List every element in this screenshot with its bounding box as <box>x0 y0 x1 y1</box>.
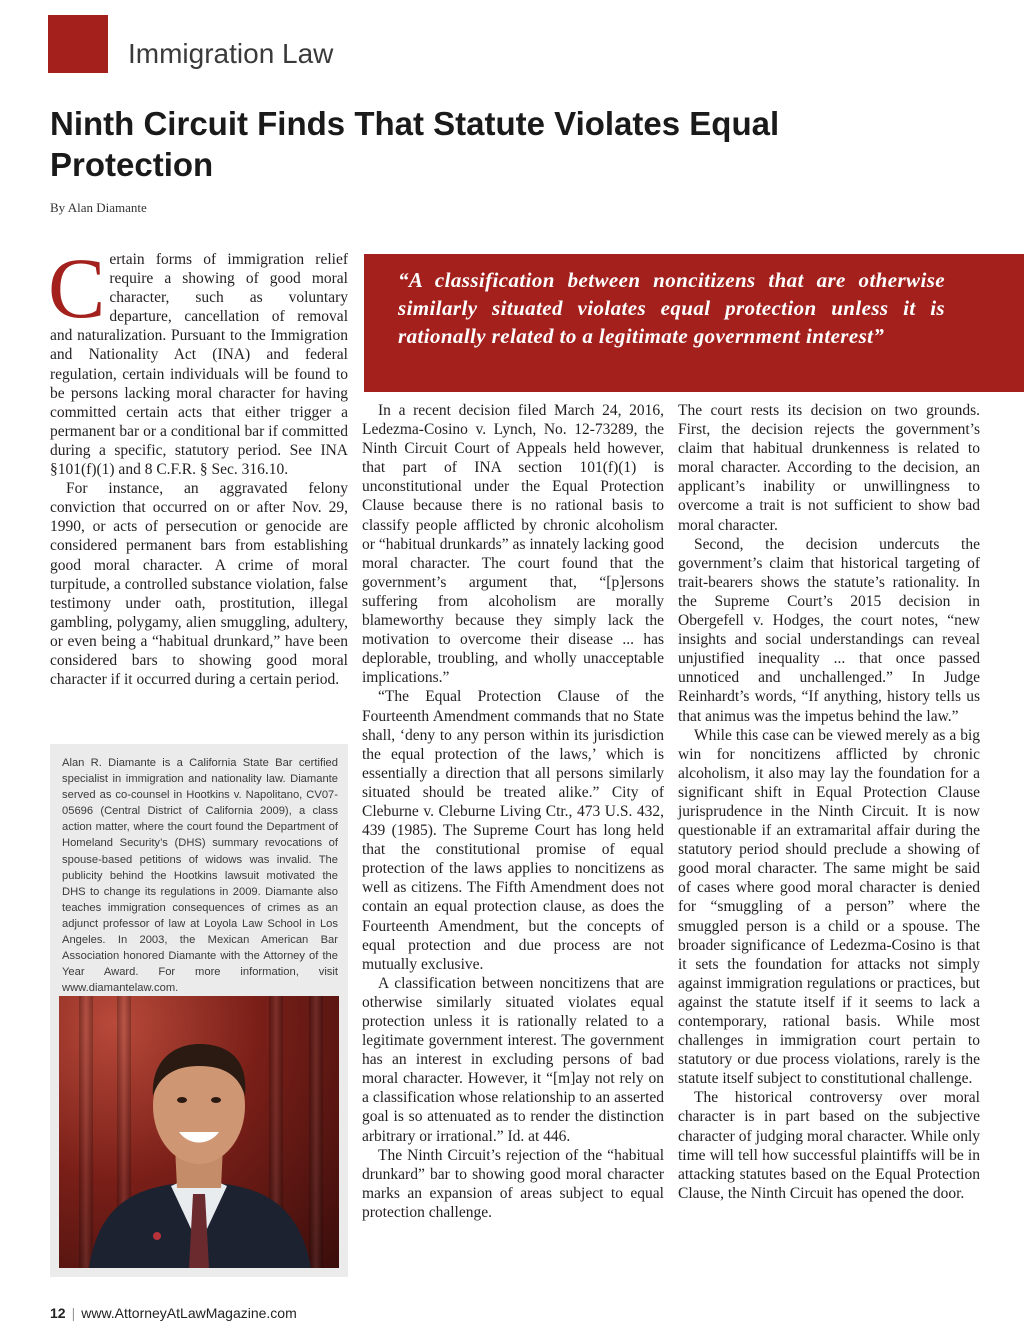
paragraph: For instance, an aggravated felony conviction that occurred on or after Nov. 29, 1990, or acts of persecution or genocide are considered permanent bars from establishing good moral character. A crime of moral turpitude, a controlled substance violation, false testimony under oath, prostitution, illegal gambling, polygamy, alien smuggling, adultery, or even being a “habitual drunkard,” have been considered bars to showing good moral character if it occurred during a certain period. <box>50 480 348 689</box>
paragraph: The Ninth Circuit’s rejection of the “habitual drunkard” bar to showing good moral character marks an expansion of areas subject to equal protection challenge. <box>362 1146 664 1221</box>
section-label: Immigration Law <box>128 38 334 69</box>
intro-paragraph: ertain forms of immigration relief require a showing of good moral character, such as voluntary departure, cancellation of removal and naturalization. Pursuant to the Immigration and Nationality Act (INA) and federal regulation, certain individuals will be found to be persons lacking moral character for having committed certain acts that either trigger a permanent bar or a conditional bar if committed during a specific, statutory period. See INA §101(f)(1) and 8 C.F.R. § Sec. 316.10. <box>50 251 348 479</box>
section-color-block <box>48 15 108 73</box>
byline: By Alan Diamante <box>50 200 147 215</box>
paragraph: The court rests its decision on two grounds. First, the decision rejects the government’s claim that habitual drunkenness is related to moral character. According to the decision, an applicant’s inability or unwillingness to overcome a trait is not sufficient to show bad moral character. <box>678 402 980 534</box>
drop-cap: C <box>48 240 106 336</box>
paragraph: While this case can be viewed merely as a big win for noncitizens afflicted by chronic alcoholism, it also may lay the foundation for a significant shift in Equal Protection Clause jurisprudence in the Ninth Circuit. It is now questionable if an extramarital affair during the statutory period should preclude a showing of good moral character. The same might be said of cases where good moral character is denied for “smuggling of a person” where the smuggled person is a child or a spouse. The broader significance of Ledezma-Cosino is that it sets the foundation for attacks not simply against immigration regulations or practices, but against the statute itself if it seems to lack a contemporary, rational basis. While most challenges in immigration court pertain to statutory or due process violations, rarely is the statute itself subject to constitutional challenge. <box>678 726 980 1088</box>
pull-quote-banner <box>364 254 1024 392</box>
left-column <box>48 240 348 689</box>
page-number: 12 <box>50 1305 66 1321</box>
right-column <box>678 401 980 1203</box>
footer-website: www.AttorneyAtLawMagazine.com <box>81 1305 297 1321</box>
footer-separator: | <box>71 1305 76 1321</box>
author-bio: Alan R. Diamante is a California State Bar certified specialist in immigration and nationality law. Diamante served as co-counsel in Hootkins v. Napolitano, CV07-05696 (Central District of California 2009), a class action matter, where the court found the Department of Homeland Security’s (DHS) summary revocations of spouse-based petitions of widows was invalid. The publicity behind the Hootkins lawsuit motivated the DHS to change its regulations in 2009. Diamante also teaches immigration consequences of crimes as an adjunct professor of law at Loyola Law School in Los Angeles. In 2003, the Mexican American Bar Association honored Diamante with the Attorney of the Year Award. For more information, visit www.diamantelaw.com. <box>62 757 338 995</box>
paragraph: In a recent decision filed March 24, 2016, Ledezma-Cosino v. Lynch, No. 12-73289, the Ninth Circuit Court of Appeals held however, that part of INA section 101(f)(1) is unconstitutional under the Equal Protection Clause because there is no rational basis to classify people afflicted by chronic alcoholism or “habitual drunkards” as innately lacking good moral character. The court found that the government’s argument that, “[p]ersons suffering from alcoholism are morally blameworthy because they simply lack the motivation to overcome their disease ... has deplorable, troubling, and wholly unacceptable implications.” <box>362 402 664 687</box>
author-photo <box>59 996 339 1268</box>
paragraph: The historical controversy over moral character is in part based on the subjective character of judging moral character. While only time will tell how successful plaintiffs will be in attacking statutes based on the Equal Protection Clause, the Ninth Circuit has opened the door. <box>678 1089 980 1202</box>
middle-column <box>362 401 664 1222</box>
author-bio-box <box>50 744 348 1277</box>
paragraph: “The Equal Protection Clause of the Fourteenth Amendment commands that no State shall, ‘deny to any person within its jurisdiction the equal protection of the laws,’ which is essentially a direction that all persons similarly situated should be treated alike.” City of Cleburne v. Cleburne Living Ctr., 473 U.S. 432, 439 (1985). The Supreme Court has long held that the constitutional promise of equal protection of the laws applies to noncitizens as well as citizens. The Fifth Amendment does not contain an equal protection clause, as does the Fourteenth Amendment, but the concepts of equal protection and due process are not mutually exclusive. <box>362 688 664 973</box>
paragraph: Second, the decision undercuts the government’s claim that historical targeting of trait-bearers shows the statute’s rationality. In the Supreme Court’s 2015 decision in Obergefell v. Hodges, the court notes, “new insights and social understandings can reveal unjustified inequality ... that once passed unnoticed and unchallenged.” In Judge Reinhardt’s words, “If anything, history tells us that animus was the impetus behind the law.” <box>678 535 980 725</box>
pull-quote-text: “A classification between noncitizens that are otherwise similarly situated violates equal protection unless it is rationally related to a legitimate government interest” <box>398 268 945 348</box>
article-headline: Ninth Circuit Finds That Statute Violates Equal Protection <box>50 105 780 183</box>
page-footer <box>50 1305 297 1321</box>
portrait-illustration <box>59 996 339 1268</box>
paragraph: A classification between noncitizens that are otherwise similarly situated violates equal protection unless it is rationally related to a legitimate government interest. The government has an interest in excluding persons of bad moral character. However, it “[m]ay not rely on a classification whose relationship to an asserted goal is so attenuated as to render the distinction arbitrary or irrational.” Id. at 446. <box>362 974 664 1145</box>
